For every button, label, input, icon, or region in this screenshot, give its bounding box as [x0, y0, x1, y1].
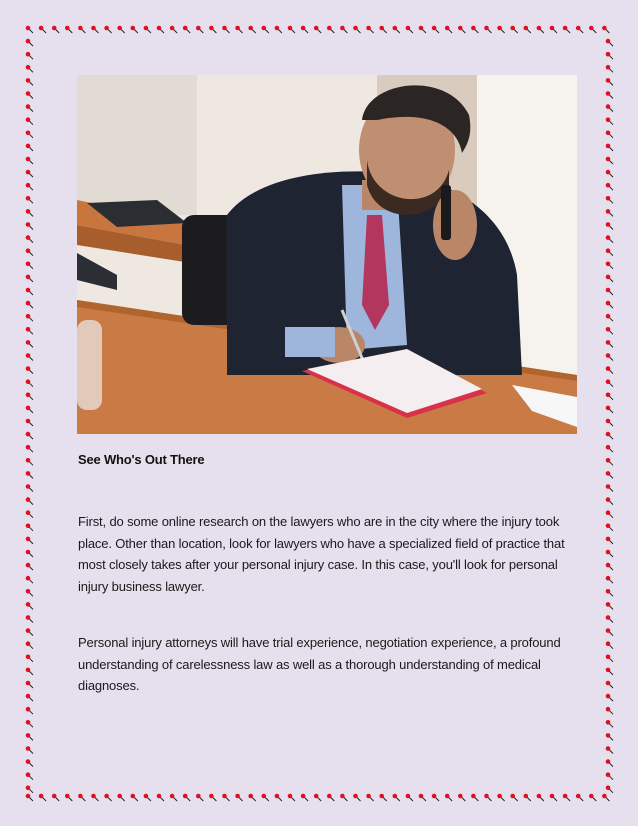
pin-icon [26, 707, 33, 714]
pin-icon [606, 510, 613, 517]
pin-icon [26, 628, 33, 635]
pin-icon [393, 794, 400, 801]
pin-icon [606, 707, 613, 714]
pin-icon [26, 183, 33, 190]
pin-icon [26, 52, 33, 59]
pin-icon [576, 26, 583, 33]
pin-icon [26, 589, 33, 596]
pin-icon [157, 794, 164, 801]
pin-icon [327, 26, 334, 33]
pin-icon [606, 524, 613, 531]
pin-icon [91, 794, 98, 801]
pin-icon [606, 759, 613, 766]
pin-icon [26, 759, 33, 766]
pin-icon [26, 786, 33, 793]
pin-icon [131, 794, 138, 801]
pin-icon [26, 733, 33, 740]
pin-icon [26, 668, 33, 675]
pin-icon [26, 563, 33, 570]
pin-icon [550, 794, 557, 801]
pin-icon [26, 209, 33, 216]
pin-icon [606, 419, 613, 426]
pin-icon [606, 222, 613, 229]
pin-icon [366, 794, 373, 801]
pin-icon [52, 794, 59, 801]
pin-icon [606, 157, 613, 164]
lawyer-photo [77, 75, 577, 434]
pin-icon [366, 26, 373, 33]
pin-icon [606, 432, 613, 439]
pin-icon [606, 170, 613, 177]
pin-icon [606, 131, 613, 138]
pin-icon [606, 340, 613, 347]
pin-icon [606, 406, 613, 413]
pin-icon [26, 419, 33, 426]
pin-icon [537, 794, 544, 801]
pin-icon [26, 262, 33, 269]
pin-icon [26, 772, 33, 779]
pin-icon [606, 248, 613, 255]
pin-icon [379, 794, 386, 801]
pin-icon [602, 26, 609, 33]
pin-icon [606, 733, 613, 740]
pin-icon [26, 340, 33, 347]
pin-icon [26, 91, 33, 98]
pin-icon [26, 248, 33, 255]
pin-icon [606, 655, 613, 662]
pin-icon [524, 794, 531, 801]
pin-icon [26, 144, 33, 151]
pin-icon [606, 78, 613, 85]
pin-icon [26, 537, 33, 544]
pin-icon [550, 26, 557, 33]
pin-icon [606, 550, 613, 557]
pin-icon [606, 117, 613, 124]
pin-icon [248, 794, 255, 801]
pin-icon [510, 26, 517, 33]
pin-icon [26, 794, 33, 801]
pin-icon [576, 794, 583, 801]
pin-icon [91, 26, 98, 33]
pin-icon [104, 26, 111, 33]
pin-icon [26, 26, 33, 33]
pin-icon [209, 26, 216, 33]
pin-icon [26, 432, 33, 439]
pin-icon [157, 26, 164, 33]
pin-icon [301, 794, 308, 801]
pin-icon [606, 39, 613, 46]
pin-icon [26, 720, 33, 727]
pin-icon [606, 628, 613, 635]
pin-icon [432, 794, 439, 801]
pin-icon [78, 794, 85, 801]
pin-icon [222, 794, 229, 801]
pin-icon [537, 26, 544, 33]
pin-icon [65, 794, 72, 801]
pin-icon [262, 794, 269, 801]
pin-icon [26, 524, 33, 531]
pin-icon [235, 794, 242, 801]
body-paragraph: First, do some online research on the lawyers who are in the city where the injury took place. Other than location, look for lawyers who have a specialized field of practice that most closely takes after your personal injury case. In this case, you'll look for personal injury business lawyer. [78, 514, 565, 594]
pin-icon [606, 563, 613, 570]
pin-icon [606, 366, 613, 373]
pin-icon [26, 366, 33, 373]
pin-icon [340, 794, 347, 801]
pin-icon [104, 794, 111, 801]
pin-icon [340, 26, 347, 33]
pin-icon [26, 301, 33, 308]
pin-icon [606, 235, 613, 242]
pin-icon [606, 91, 613, 98]
pin-icon [606, 288, 613, 295]
pin-icon [183, 794, 190, 801]
pin-icon [606, 209, 613, 216]
pin-icon [301, 26, 308, 33]
pin-icon [432, 26, 439, 33]
pin-icon [26, 406, 33, 413]
pin-icon [606, 52, 613, 59]
pin-icon [26, 694, 33, 701]
pin-icon [314, 26, 321, 33]
pin-icon [288, 794, 295, 801]
pin-icon [26, 235, 33, 242]
pin-icon [26, 615, 33, 622]
pin-icon [26, 497, 33, 504]
pin-icon [26, 576, 33, 583]
pin-icon [26, 131, 33, 138]
pin-icon [471, 26, 478, 33]
pin-icon [78, 26, 85, 33]
pin-icon [606, 104, 613, 111]
body-paragraph: Personal injury attorneys will have trial experience, negotiation experience, a profound understanding of carelessness law as well as a thorough understanding of medical diagnoses. [78, 635, 561, 693]
pin-icon [458, 26, 465, 33]
pin-icon [589, 26, 596, 33]
pin-icon [26, 222, 33, 229]
pin-icon [26, 314, 33, 321]
pin-icon [26, 510, 33, 517]
pin-icon [26, 78, 33, 85]
pin-icon [606, 314, 613, 321]
pin-icon [606, 262, 613, 269]
pin-icon [497, 794, 504, 801]
pin-icon [196, 794, 203, 801]
pin-icon [606, 694, 613, 701]
pin-icon [606, 301, 613, 308]
pin-icon [183, 26, 190, 33]
pin-icon [606, 445, 613, 452]
pin-icon [26, 458, 33, 465]
pin-icon [39, 26, 46, 33]
pin-icon [52, 26, 59, 33]
pin-icon [26, 117, 33, 124]
pin-icon [262, 26, 269, 33]
pin-icon [222, 26, 229, 33]
pin-icon [26, 157, 33, 164]
pin-icon [170, 26, 177, 33]
pin-icon [26, 484, 33, 491]
pin-icon [606, 196, 613, 203]
pin-icon [606, 641, 613, 648]
pin-icon [524, 26, 531, 33]
pin-icon [26, 655, 33, 662]
pin-icon [26, 602, 33, 609]
pin-icon [117, 26, 124, 33]
pin-icon [606, 458, 613, 465]
pin-icon [606, 353, 613, 360]
pin-icon [170, 794, 177, 801]
pin-icon [589, 794, 596, 801]
pin-icon [288, 26, 295, 33]
pin-icon [26, 196, 33, 203]
pin-icon [606, 327, 613, 334]
pin-icon [275, 794, 282, 801]
pin-icon [26, 39, 33, 46]
pin-icon [379, 26, 386, 33]
pin-icon [606, 393, 613, 400]
pin-icon [65, 26, 72, 33]
pin-icon [606, 576, 613, 583]
pin-icon [26, 275, 33, 282]
pin-icon [606, 681, 613, 688]
pin-icon [606, 497, 613, 504]
pin-icon [606, 668, 613, 675]
pin-icon [606, 484, 613, 491]
pin-icon [445, 794, 452, 801]
pin-icon [26, 65, 33, 72]
pin-icon [606, 65, 613, 72]
pin-icon [26, 379, 33, 386]
pin-icon [393, 26, 400, 33]
pin-icon [484, 26, 491, 33]
pin-icon [606, 183, 613, 190]
pin-icon [606, 602, 613, 609]
pin-icon [606, 379, 613, 386]
pin-icon [606, 615, 613, 622]
pin-icon [484, 794, 491, 801]
pin-icon [606, 746, 613, 753]
pin-icon [26, 170, 33, 177]
pin-icon [26, 550, 33, 557]
pin-icon [510, 794, 517, 801]
pin-icon [26, 288, 33, 295]
pin-icon [248, 26, 255, 33]
pin-icon [26, 471, 33, 478]
pin-icon [606, 537, 613, 544]
pin-icon [353, 794, 360, 801]
pin-icon [26, 746, 33, 753]
pin-icon [26, 353, 33, 360]
pin-icon [606, 772, 613, 779]
pin-icon [606, 589, 613, 596]
pin-icon [131, 26, 138, 33]
pin-icon [606, 786, 613, 793]
pin-icon [26, 393, 33, 400]
pin-icon [563, 26, 570, 33]
pin-icon [353, 26, 360, 33]
pin-icon [602, 794, 609, 801]
pin-icon [196, 26, 203, 33]
pin-icon [471, 794, 478, 801]
pin-icon [563, 794, 570, 801]
pin-icon [144, 794, 151, 801]
pin-icon [275, 26, 282, 33]
pin-icon [606, 471, 613, 478]
pin-icon [406, 794, 413, 801]
pin-icon [327, 794, 334, 801]
section-heading: See Who's Out There [78, 452, 205, 467]
pin-icon [606, 720, 613, 727]
pin-icon [26, 327, 33, 334]
pin-icon [144, 26, 151, 33]
pin-icon [458, 794, 465, 801]
pin-icon [406, 26, 413, 33]
pin-icon [39, 794, 46, 801]
pin-icon [209, 794, 216, 801]
pin-icon [606, 144, 613, 151]
pin-icon [445, 26, 452, 33]
pin-icon [606, 275, 613, 282]
pin-icon [497, 26, 504, 33]
pin-icon [26, 681, 33, 688]
pin-icon [314, 794, 321, 801]
pin-icon [235, 26, 242, 33]
pin-icon [117, 794, 124, 801]
pin-icon [26, 104, 33, 111]
pin-icon [26, 445, 33, 452]
pin-icon [26, 641, 33, 648]
pin-icon [419, 26, 426, 33]
pin-icon [419, 794, 426, 801]
